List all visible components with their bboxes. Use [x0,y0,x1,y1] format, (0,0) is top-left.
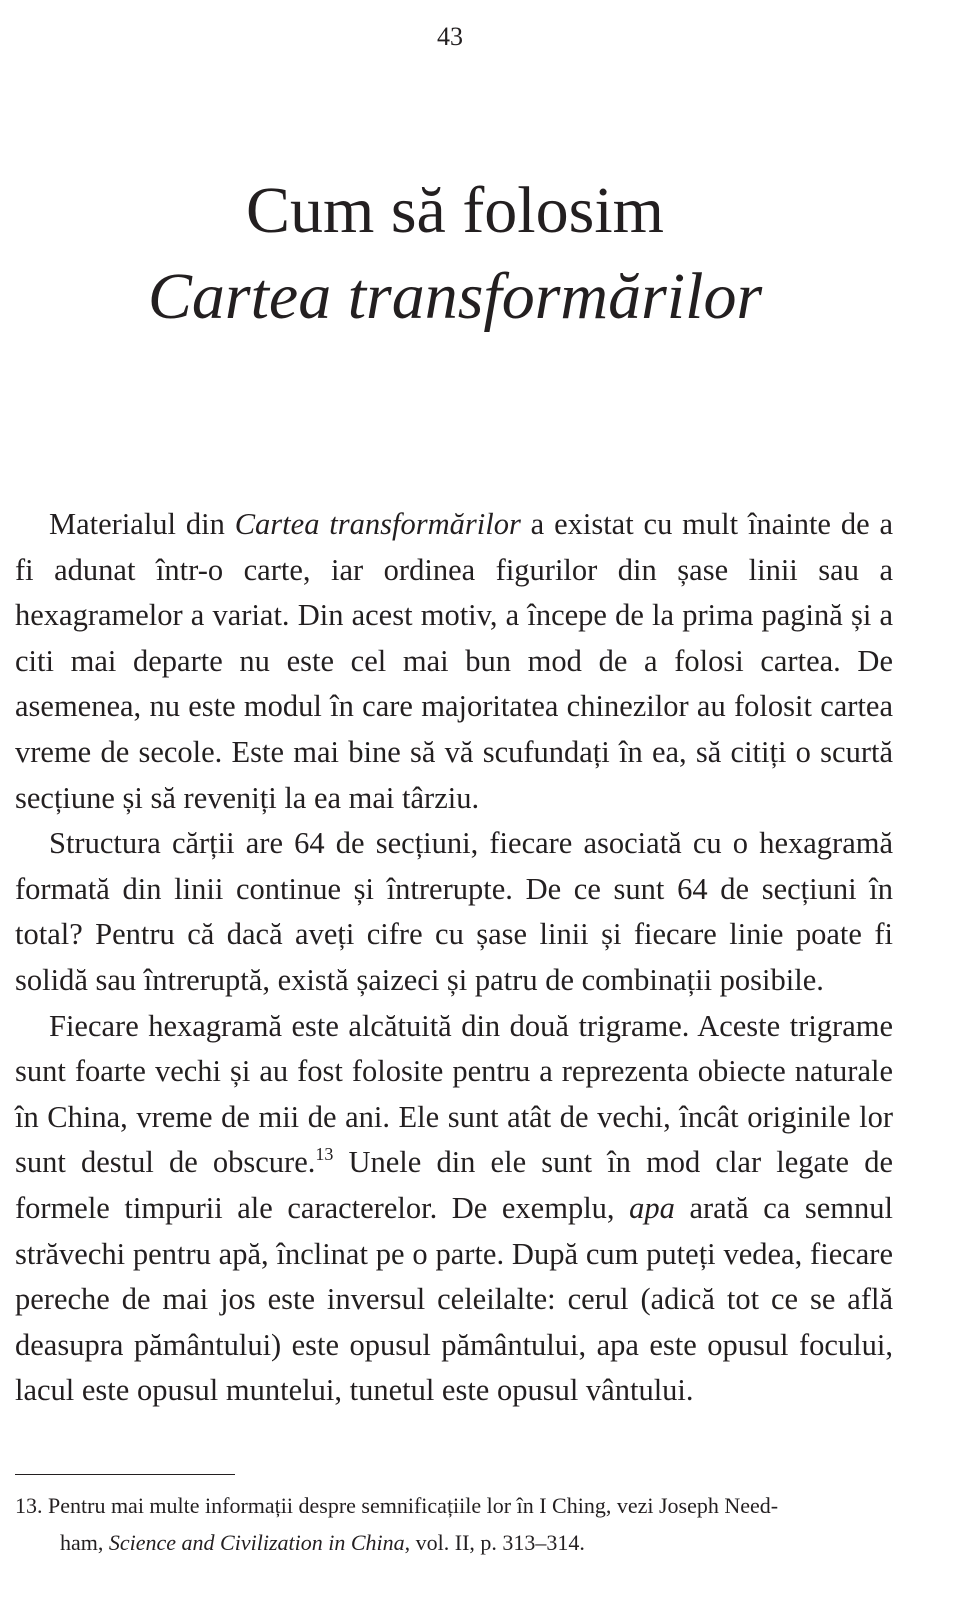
chapter-title [0,168,910,340]
footnote-line-1 [15,1487,893,1524]
book-title-italic: Cartea transformărilor [234,507,521,541]
paragraph-1-text-a: Materialul din [49,507,235,541]
footnote [15,1487,893,1561]
paragraph-3-text-a: Fiecare hexagramă este alcătuită din două trigrame. Aceste trigrame sunt foarte vechi și au fost folosite pentru a reprezenta obiecte naturale în China, vreme de mii de ani. Ele sunt atât de vechi, încât originile lor sunt destul de obscure. [15,1008,893,1180]
footnote-number: 13. [15,1493,43,1518]
paragraph-1 [15,502,893,821]
body-text [15,502,893,1414]
paragraph-3-text-b: Unele din ele sunt în mod clar legate de formele timpurii ale caracterelor. De exemplu, [15,1145,893,1225]
footnote-text-a: Pentru mai multe informații despre semnificațiile lor în I Ching, vezi Joseph Need- [48,1493,779,1518]
paragraph-1-text-b: a existat cu mult înainte de a fi adunat într-o carte, iar ordinea figurilor din șase linii sau a hexagramelor a variat. Din acest motiv, a începe de la prima pagină și a citi mai departe nu este cel mai bun mod de a folosi cartea. De asemenea, nu este modul în care majoritatea chinezilor au folosit cartea vreme de secole. Este mai bine să vă scufundați în ea, să citiți o scurtă secțiune și să reveniți la ea mai târziu. [15,507,893,815]
footnote-text-c: , vol. II, p. 313–314. [404,1530,585,1555]
footnote-reference: 13 [315,1144,334,1165]
page-number: 43 [437,22,463,51]
chapter-title-line-2: Cartea transformărilor [147,260,763,333]
footnote-line-2 [15,1524,893,1561]
footnote-divider [15,1474,235,1475]
paragraph-3-text-c: arată ca semnul străvechi pentru apă, înclinat pe o parte. După cum puteți vedea, fiecare pereche de mai jos este inversul celeilalte: cerul (adică tot ce se află deasupra pământului) este opusul pământului, apa este opusul focului, lacul este opusul muntelui, tunetul este opusul vântului. [15,1190,894,1408]
term-italic: apa [629,1190,675,1225]
paragraph-3 [15,1004,893,1414]
paragraph-2: Structura cărții are 64 de secțiuni, fiecare asociată cu o hexagramă formată din linii continue și întrerupte. De ce sunt 64 de secțiuni în total? Pentru că dacă aveți cifre cu șase linii și fiecare linie poate fi solidă sau întreruptă, există șaizeci și patru de combinații posibile. [15,826,893,997]
chapter-title-line-1: Cum să folosim [245,174,664,247]
footnote-text-b: ham, [60,1530,109,1555]
footnote-book-title: Science and Civilization in China [108,1530,405,1555]
